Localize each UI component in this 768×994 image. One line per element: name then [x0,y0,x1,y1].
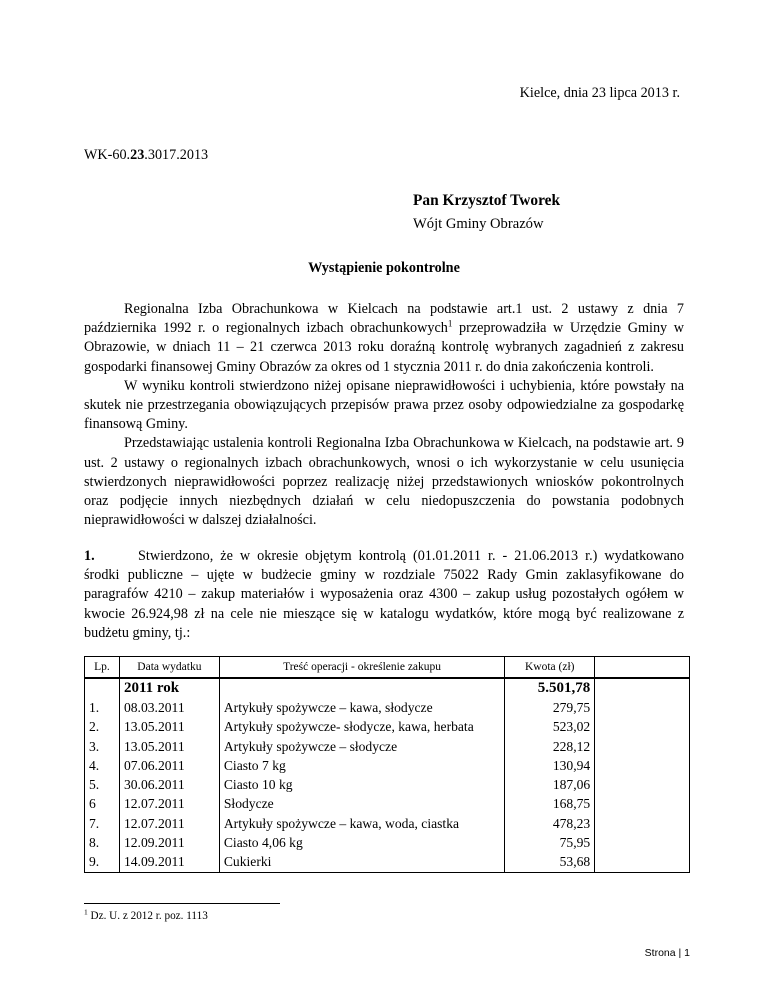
intro-paragraph-1 [84,300,684,377]
row-extra [595,795,690,814]
row-amount: 168,75 [505,795,595,814]
expenses-table [84,656,690,873]
row-lp: 9. [85,853,120,873]
row-lp: 7. [85,814,120,833]
row-extra [595,833,690,852]
footnote [84,907,208,922]
finding-1 [84,547,684,643]
table-row [85,698,690,717]
row-extra [595,775,690,794]
row-description: Ciasto 7 kg [219,756,504,775]
table-row [85,775,690,794]
row-description: Artykuły spożywcze – kawa, słodycze [219,698,504,717]
row-description: Cukierki [219,853,504,873]
row-lp: 4. [85,756,120,775]
table-row [85,718,690,737]
reference-bold-part: 23 [130,147,145,163]
row-lp: 6 [85,795,120,814]
year-label: 2011 rok [119,678,219,698]
row-amount: 187,06 [505,775,595,794]
row-description: Ciasto 4,06 kg [219,833,504,852]
header-date: Data wydatku [119,657,219,679]
finding-1-number: 1. [84,548,95,564]
row-extra [595,698,690,717]
year-desc [219,678,504,698]
row-description: Słodycze [219,795,504,814]
row-date: 12.07.2011 [119,795,219,814]
row-date: 07.06.2011 [119,756,219,775]
row-description: Artykuły spożywcze – kawa, woda, ciastka [219,814,504,833]
intro-section [84,300,684,530]
row-date: 13.05.2011 [119,718,219,737]
table-header-row [85,657,690,679]
row-amount: 478,23 [505,814,595,833]
row-amount: 279,75 [505,698,595,717]
table-row [85,814,690,833]
row-extra [595,718,690,737]
table-row [85,795,690,814]
row-lp: 3. [85,737,120,756]
row-amount: 523,02 [505,718,595,737]
recipient-title: Wójt Gminy Obrazów [413,216,544,232]
finding-1-text: Stwierdzono, że w okresie objętym kontrolą (01.01.2011 r. - 21.06.2013 r.) wydatkowano środki publiczne – ujęte w budżecie gminy w rozdziale 75022 Rady Gmin zaklasyfikowane do paragrafów 4210 – zakup materiałów i wyposażenia oraz 4300 – zakup usług pozostałych ogółem w kwocie 26.924,98 zł na cele nie mieszące się w katalogu wydatków, które mogą być realizowane z budżetu gminy, tj.: [84,548,684,641]
row-date: 12.09.2011 [119,833,219,852]
row-extra [595,756,690,775]
header-amount: Kwota (zł) [505,657,595,679]
row-extra [595,853,690,873]
year-extra [595,678,690,698]
intro-p1-text-a: Regionalna Izba Obrachunkowa w Kielcach na podstawie art.1 ust. 2 ustawy z dnia 7 października 1992 r. o regionalnych izbach obrachunkowych [84,301,684,337]
year-lp [85,678,120,698]
reference-number [84,147,208,164]
reference-suffix: .3017.2013 [144,147,209,163]
row-date: 14.09.2011 [119,853,219,873]
row-description: Ciasto 10 kg [219,775,504,794]
row-amount: 130,94 [505,756,595,775]
row-date: 08.03.2011 [119,698,219,717]
row-date: 12.07.2011 [119,814,219,833]
table-row [85,737,690,756]
row-lp: 5. [85,775,120,794]
page-number: Strona | 1 [644,947,690,959]
intro-p1-text-b: przeprowadziła w Urzędzie Gminy w Obrazowie, w dniach 11 – 21 czerwca 2013 roku doraźną kontrolę wybranych zagadnień z zakresu gospodarki finansowej Gminy Obrazów za okres od 1 stycznia 2011 r. do dnia zakończenia kontroli. [84,320,684,375]
header-lp: Lp. [85,657,120,679]
intro-paragraph-3: Przedstawiając ustalenia kontroli Regionalna Izba Obrachunkowa w Kielcach, na podstawie art. 9 ust. 2 ustawy o regionalnych izbach obrachunkowych, wnosi o ich wykorzystanie w celu usunięcia stwierdzonych nieprawidłowości poprzez realizację niżej przedstawionych wniosków pokontrolnych oraz podjęcie innych niezbędnych działań w celu niedopuszczenia do powstania podobnych nieprawidłowości w dalszej działalności. [84,435,684,529]
header-description: Treść operacji - określenie zakupu [219,657,504,679]
table-row [85,853,690,873]
footnote-text: Dz. U. z 2012 r. poz. 1113 [87,910,208,922]
intro-paragraph-2: W wyniku kontroli stwierdzono niżej opisane nieprawidłowości i uchybienia, które powstały na skutek nie przestrzegania obowiązujących przepisów prawa przez osoby odpowiedzialne za gospodarkę finansową Gminy. [84,377,684,433]
row-date: 13.05.2011 [119,737,219,756]
place-date: Kielce, dnia 23 lipca 2013 r. [519,85,680,101]
row-lp: 8. [85,833,120,852]
year-row [85,678,690,698]
row-extra [595,814,690,833]
row-lp: 2. [85,718,120,737]
header-extra [595,657,690,679]
row-amount: 53,68 [505,853,595,873]
row-date: 30.06.2011 [119,775,219,794]
recipient-name: Pan Krzysztof Tworek [413,192,561,209]
row-description: Artykuły spożywcze- słodycze, kawa, herbata [219,718,504,737]
year-total: 5.501,78 [505,678,595,698]
table-row [85,756,690,775]
row-lp: 1. [85,698,120,717]
reference-prefix: WK-60. [84,147,131,163]
document-title: Wystąpienie pokontrolne [308,260,460,276]
row-amount: 228,12 [505,737,595,756]
row-extra [595,737,690,756]
footnote-separator [84,903,280,904]
row-description: Artykuły spożywcze – słodycze [219,737,504,756]
table-row [85,833,690,852]
row-amount: 75,95 [505,833,595,852]
footnote-number: 1 [84,907,88,917]
footnote-marker: 1 [447,318,453,329]
finding-1-paragraph [84,547,684,643]
